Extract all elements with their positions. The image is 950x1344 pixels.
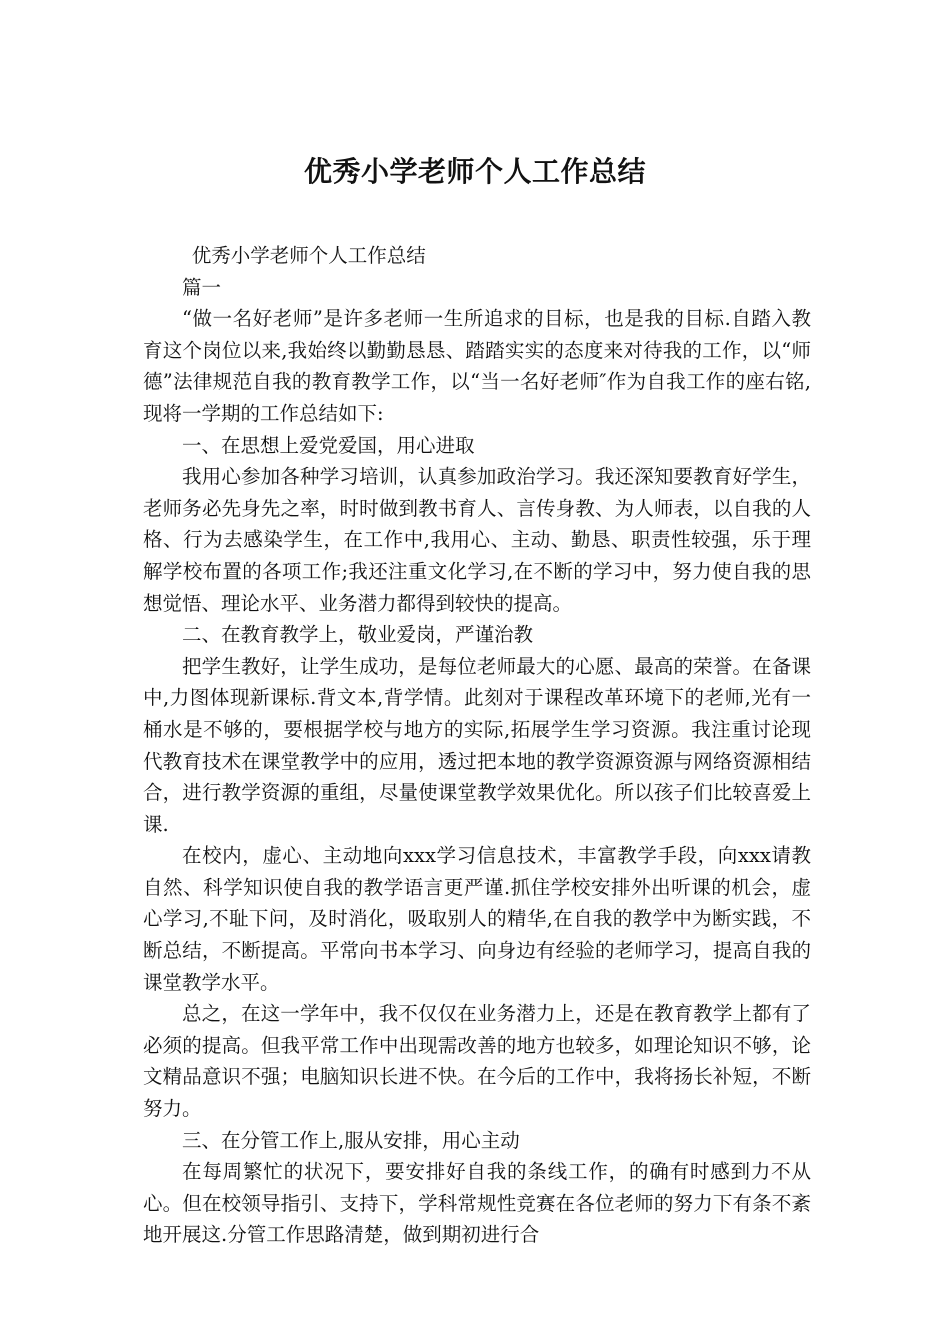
paragraph-section-label: 篇一 xyxy=(182,275,222,299)
document-title: 优秀小学老师个人工作总结 xyxy=(303,155,646,188)
document-body xyxy=(143,240,811,1251)
paragraph-section-1: 我用心参加各种学习培训，认真参加政治学习。我还深知要教育好学生，老师务必先身先之率，时时做到教书育人、言传身教、为人师表，以自我的人格、行为去感染学生，在工作中,我用心、主动、勤恳、职责性较强，乐于理解学校布置的各项工作;我还注重文化学习,在不断的学习中，努力使自我的思想觉悟、理论水平、业务潜力都得到较快的提高。 xyxy=(143,465,811,615)
paragraph-intro: “做一名好老师”是许多老师一生所追求的目标，也是我的目标.自踏入教育这个岗位以来,我始终以勤勤恳恳、踏踏实实的态度来对待我的工作，以“师德”法律规范自我的教育教学工作，以“当一名好老师″作为自我工作的座右铭,现将一学期的工作总结如下: xyxy=(143,307,811,425)
paragraph-summary: 总之，在这一学年中，我不仅仅在业务潜力上，还是在教育教学上都有了必须的提高。但我平常工作中出现需改善的地方也较多，如理论知识不够，论文精品意识不强；电脑知识长进不快。在今后的工作中，我将扬长补短，不断努力。 xyxy=(143,1002,811,1121)
paragraph-section-2a: 把学生教好，让学生成功，是每位老师最大的心愿、最高的荣誉。在备课中,力图体现新课标.背文本,背学情。此刻对于课程改革环境下的老师,光有一桶水是不够的，要根据学校与地方的实际,拓展学生学习资源。我注重讨论现代教育技术在课堂教学中的应用，透过把本地的教学资源资源与网络资源相结合，进行教学资源的重组，尽量使课堂教学效果优化。所以孩子们比较喜爱上课. xyxy=(143,654,811,836)
paragraph-subtitle: 优秀小学老师个人工作总结 xyxy=(191,244,426,267)
heading-section-3: 三、在分管工作上,服从安排，用心主动 xyxy=(182,1128,520,1152)
paragraph-section-2b: 在校内，虚心、主动地向xxx学习信息技术，丰富教学手段，向xxx请教自然、科学知识使自我的教学语言更严谨.抓住学校安排外出听课的机会，虚心学习,不耻下问，及时消化，吸取别人的精华,在自我的教学中为断实践，不断总结，不断提高。平常向书本学习、向身边有经验的老师学习，提高自我的课堂教学水平。 xyxy=(143,844,811,994)
heading-section-1: 一、在思想上爱党爱国，用心进取 xyxy=(182,433,475,457)
heading-section-2: 二、在教育教学上，敬业爱岗，严谨治教 xyxy=(182,623,534,647)
paragraph-section-3: 在每周繁忙的状况下，要安排好自我的条线工作，的确有时感到力不从心。但在校领导指引、支持下，学科常规性竞赛在各位老师的努力下有条不紊地开展这.分管工作思路清楚，做到期初进行合 xyxy=(143,1160,811,1247)
